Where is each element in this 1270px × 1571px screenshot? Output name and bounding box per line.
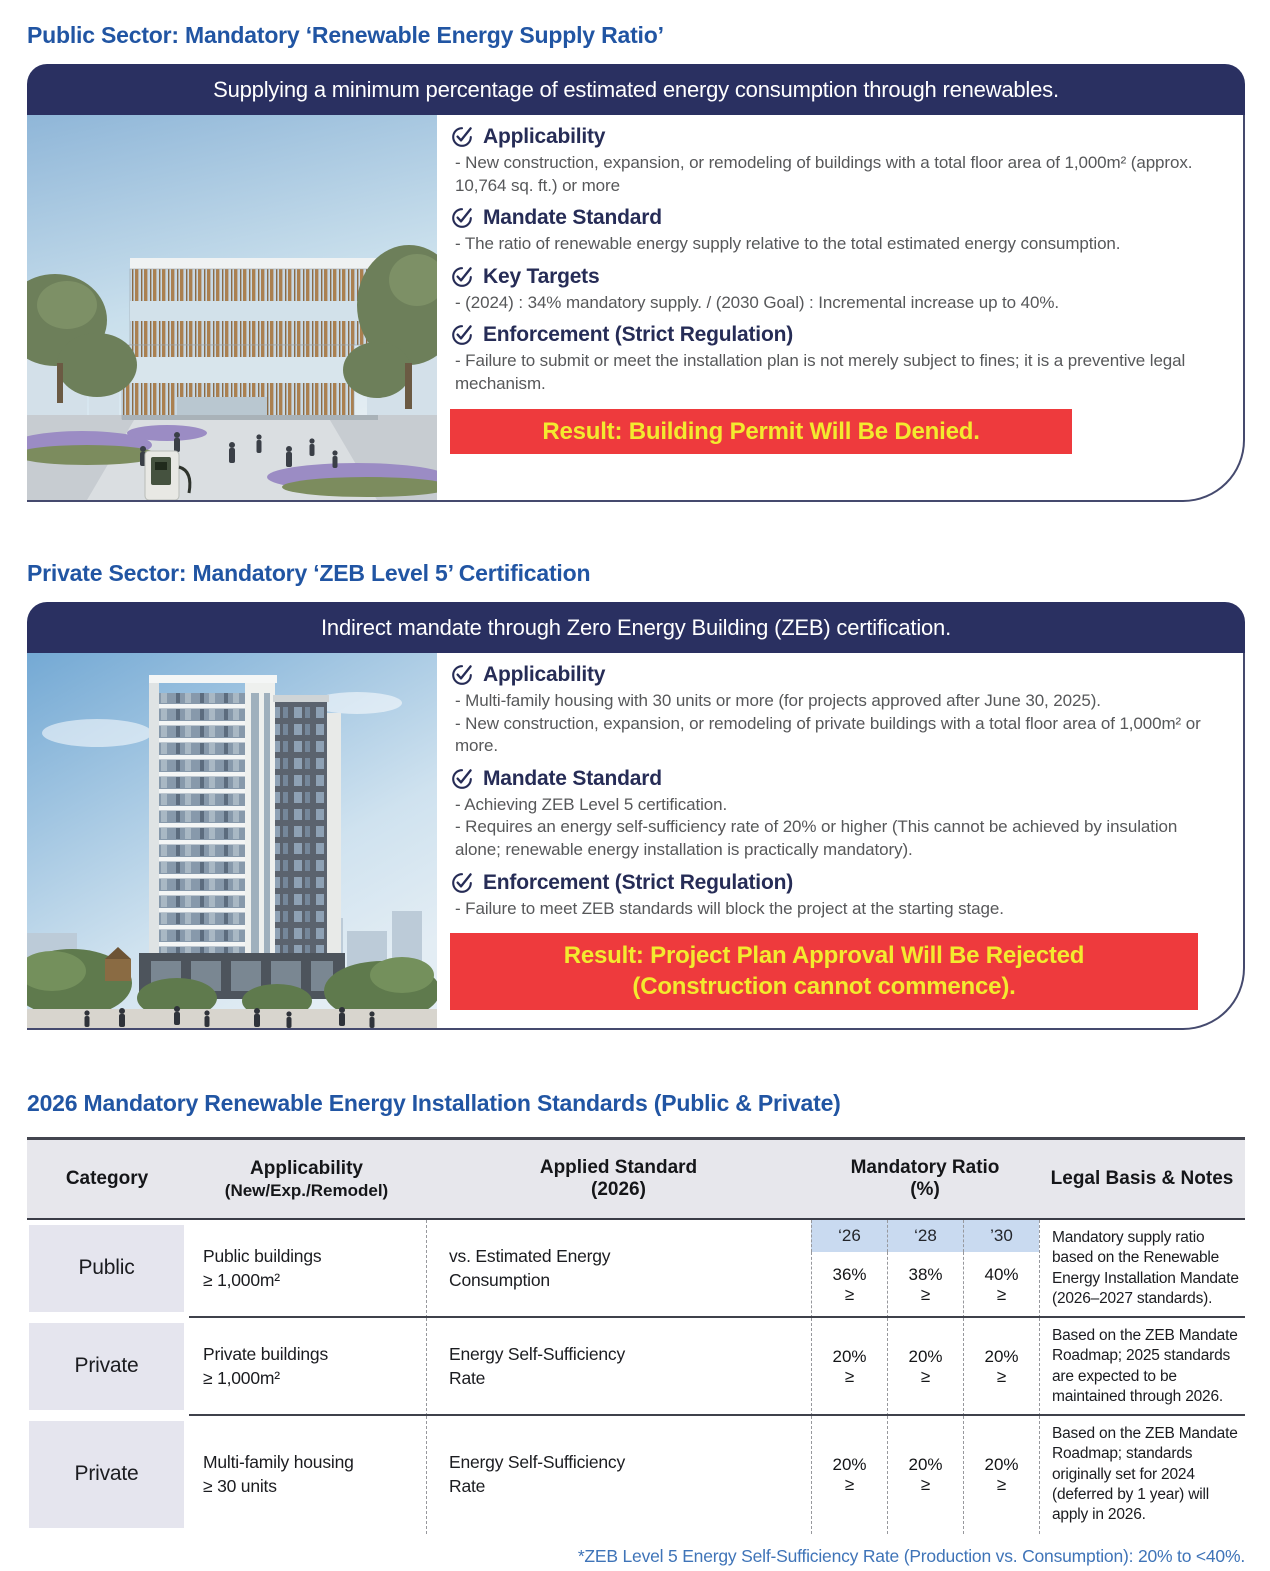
category-cell: Public <box>29 1225 184 1312</box>
private-sector-heading: Private Sector: Mandatory ‘ZEB Level 5’ Certification <box>27 560 591 586</box>
mandatory-ratio-cell <box>811 1416 1039 1534</box>
header-mandatory-ratio: Mandatory Ratio (%) <box>850 1157 1000 1200</box>
item-text: - Achieving ZEB Level 5 certification. <box>455 794 728 814</box>
check-circle-icon <box>450 206 474 230</box>
applied-standard-cell: Energy Self-Sufficiency Rate <box>426 1318 811 1416</box>
ratio-value: 20% ≥ <box>963 1318 1039 1416</box>
public-card-banner: Supplying a minimum percentage of estimated energy consumption through renewables. <box>27 64 1245 115</box>
applied-standard-cell: vs. Estimated Energy Consumption <box>426 1220 811 1318</box>
item-text: - New construction, expansion, or remodeling of private buildings with a total floor area of 1,000m² or more. <box>455 713 1201 756</box>
item-text: - Multi-family housing with 30 units or more (for projects approved after June 30, 2025). <box>455 691 1101 710</box>
category-cell: Private <box>29 1323 184 1410</box>
applicability-cell: Multi-family housing ≥ 30 units <box>203 1452 354 1496</box>
applied-standard-cell: Energy Self-Sufficiency Rate <box>426 1416 811 1534</box>
check-circle-icon <box>450 125 474 149</box>
ratio-value: 40% ≥ <box>963 1252 1039 1318</box>
item-title-label: Mandate Standard <box>483 206 662 230</box>
private-result-banner <box>450 933 1198 1009</box>
legal-basis-cell: Based on the ZEB Mandate Roadmap; 2025 standards are expected to be maintained through 2026. <box>1039 1318 1245 1416</box>
public-sector-card <box>27 64 1245 502</box>
enforcement-item <box>450 871 1221 921</box>
item-title-label: Applicability <box>483 663 606 686</box>
table-row-multifamily <box>27 1416 1245 1534</box>
item-title-label: Mandate Standard <box>483 766 662 790</box>
legal-basis-cell: Based on the ZEB Mandate Roadmap; standards originally set for 2024 (deferred by 1 year) will apply in 2026. <box>1039 1416 1245 1534</box>
private-sector-card <box>27 602 1245 1030</box>
result-line: Result: Project Plan Approval Will Be Rejected <box>563 942 1085 970</box>
public-result-banner: Result: Building Permit Will Be Denied. <box>450 409 1072 454</box>
check-circle-icon <box>450 871 474 895</box>
applicability-cell: Public buildings ≥ 1,000m² <box>203 1246 322 1290</box>
ratio-value: 20% ≥ <box>811 1416 887 1534</box>
table-header-row <box>27 1140 1245 1220</box>
item-text: - The ratio of renewable energy supply relative to the total estimated energy consumption. <box>455 234 1121 254</box>
enforcement-item <box>450 323 1221 395</box>
header-legal-basis: Legal Basis & Notes <box>1050 1168 1234 1189</box>
applicability-cell: Private buildings ≥ 1,000m² <box>203 1344 329 1388</box>
apartment-building-illustration <box>27 653 437 1028</box>
mandate-standard-item <box>450 767 1221 862</box>
year-label: ’30 <box>963 1220 1039 1252</box>
result-line: (Construction cannot commence). <box>632 973 1016 1001</box>
ratio-value: 36% ≥ <box>811 1252 887 1318</box>
item-title-label: Key Targets <box>483 264 600 288</box>
header-applicability: Applicability (New/Exp./Remodel) <box>224 1157 389 1200</box>
ratio-value: 20% ≥ <box>887 1416 963 1534</box>
check-circle-icon <box>450 767 474 791</box>
item-text: - New construction, expansion, or remodeling of buildings with a total floor area of 1,000m² (approx. 10,764 sq. ft.) or more <box>455 153 1193 195</box>
table-row-public <box>27 1220 1245 1318</box>
ratio-value: 20% ≥ <box>887 1318 963 1416</box>
year-label: ‘26 <box>811 1220 887 1252</box>
key-targets-item <box>450 265 1221 315</box>
mandate-standard-item <box>450 206 1221 256</box>
header-category: Category <box>65 1168 149 1189</box>
ratio-value: 38% ≥ <box>887 1252 963 1318</box>
ratio-value: 20% ≥ <box>963 1416 1039 1534</box>
item-text: - Requires an energy self-sufficiency rate of 20% or higher (This cannot be achieved by insulation alone; renewable energy installation is practically mandatory). <box>455 817 1178 860</box>
header-applied-standard: Applied Standard (2026) <box>539 1157 698 1200</box>
public-sector-heading: Public Sector: Mandatory ‘Renewable Energy Supply Ratio’ <box>27 22 664 48</box>
mandatory-ratio-cell <box>811 1220 1039 1318</box>
private-card-banner: Indirect mandate through Zero Energy Building (ZEB) certification. <box>27 602 1245 653</box>
item-title-label: Applicability <box>483 125 606 148</box>
zeb-footnote: *ZEB Level 5 Energy Self-Sufficiency Rate (Production vs. Consumption): 20% to <40%. <box>577 1545 1245 1566</box>
table-row-private-buildings <box>27 1318 1245 1416</box>
ratio-value: 20% ≥ <box>811 1318 887 1416</box>
applicability-item <box>450 125 1221 197</box>
check-circle-icon <box>450 663 474 687</box>
check-circle-icon <box>450 323 474 347</box>
category-cell: Private <box>29 1421 184 1528</box>
year-label: ‘28 <box>887 1220 963 1252</box>
item-text: - (2024) : 34% mandatory supply. / (2030 Goal) : Incremental increase up to 40%. <box>455 292 1060 312</box>
check-circle-icon <box>450 265 474 289</box>
apartment-building-image <box>27 653 437 1028</box>
standards-table-heading: 2026 Mandatory Renewable Energy Installation Standards (Public & Private) <box>27 1090 841 1116</box>
item-title-label: Enforcement (Strict Regulation) <box>483 323 793 347</box>
public-building-image <box>27 115 437 500</box>
applicability-item <box>450 663 1221 758</box>
item-text: - Failure to submit or meet the installation plan is not merely subject to fines; it is a preventive legal mechanism. <box>455 351 1186 394</box>
public-building-illustration <box>27 115 437 500</box>
item-title-label: Enforcement (Strict Regulation) <box>483 870 793 894</box>
standards-table <box>27 1137 1245 1534</box>
item-text: - Failure to meet ZEB standards will block the project at the starting stage. <box>455 898 1004 918</box>
legal-basis-cell: Mandatory supply ratio based on the Renewable Energy Installation Mandate (2026–2027 standards). <box>1039 1220 1245 1318</box>
mandatory-ratio-cell <box>811 1318 1039 1416</box>
